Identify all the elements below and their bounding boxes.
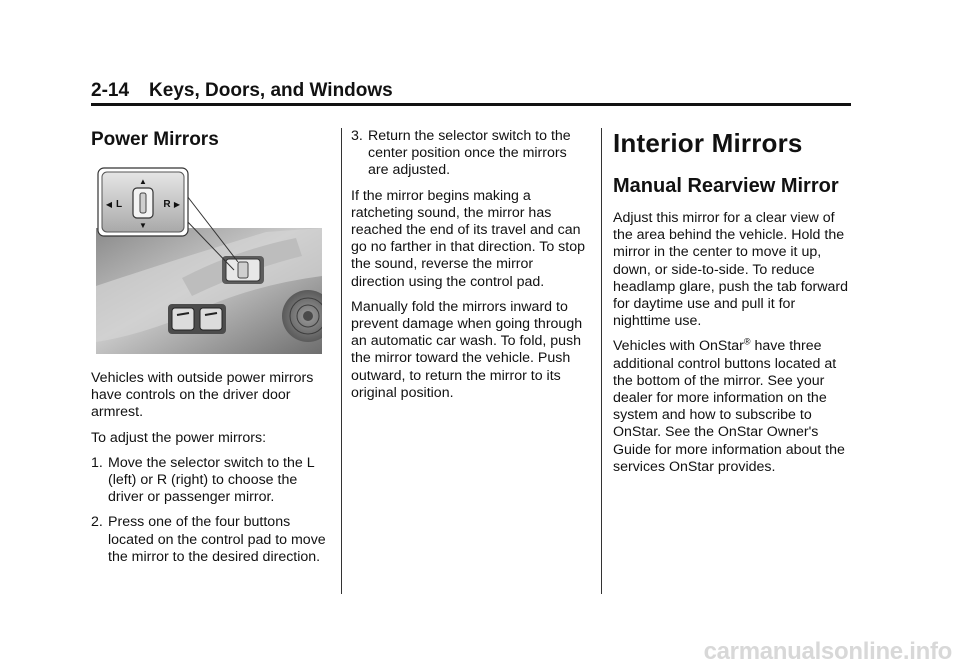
list-item	[91, 455, 327, 507]
column-divider	[601, 128, 602, 594]
header-rule	[91, 103, 851, 106]
left-mirror-label: L	[115, 199, 123, 210]
watermark: carmanualsonline.info	[703, 638, 952, 665]
onstar-text-start: Vehicles with OnStar	[613, 338, 744, 355]
section-heading: Power Mirrors	[91, 129, 219, 150]
section-heading: Interior Mirrors	[613, 128, 803, 158]
column-divider	[341, 128, 342, 594]
step-number: 3.	[351, 128, 363, 144]
ratcheting-sound-paragraph: If the mirror begins making a ratcheting sound, the mirror has reached the end of its travel and can go no farther in that direction. To stop the sound, reverse the mirror direction using the control pad.	[351, 187, 585, 290]
mirror-right-arrow: ▶	[173, 200, 181, 209]
onstar-text-rest: have three additional control buttons located at the bottom of the mirror. See your dealer for more information on the system and how to subscribe to OnStar. See the OnStar Owner's Guide for more information about the services OnStar provides.	[613, 338, 845, 475]
chapter-title: Keys, Doors, and Windows	[149, 80, 393, 101]
mirror-control-illustration	[96, 166, 322, 356]
page-number: 2-14	[91, 80, 130, 101]
page-header	[91, 80, 851, 102]
column-1	[91, 120, 327, 574]
list-item	[91, 514, 327, 566]
mirror-up-arrow: ▲	[139, 177, 147, 186]
lead-in-text: To adjust the power mirrors:	[91, 429, 267, 446]
subsection-heading: Manual Rearview Mirror	[613, 175, 839, 197]
step-text: Press one of the four buttons located on the control pad to move the mirror to the desired direction.	[108, 514, 326, 565]
step-number: 1.	[91, 454, 103, 471]
intro-paragraph: Vehicles with outside power mirrors have controls on the driver door armrest.	[91, 370, 314, 421]
right-mirror-label: R	[163, 199, 171, 210]
list-item	[351, 128, 587, 180]
step-number: 2.	[91, 514, 103, 531]
rearview-mirror-paragraph: Adjust this mirror for a clear view of the area behind the vehicle. Hold the mirror in the center to move it up, down, or side-to-side. To reduce headlamp glare, push the tab forward for daytime use and pull it for nighttime use.	[613, 210, 849, 330]
mirror-control-pad-closeup	[98, 168, 188, 236]
mirror-left-arrow: ◀	[105, 200, 113, 209]
column-3	[613, 128, 853, 484]
manual-fold-paragraph: Manually fold the mirrors inward to prevent damage when going through an automatic car wash. To fold, push the mirror toward the vehicle. Push outward, to return the mirror to its original position.	[351, 298, 583, 401]
mirror-down-arrow: ▼	[139, 221, 147, 230]
column-2	[351, 128, 587, 410]
step-text: Return the selector switch to the center position once the mirrors are adjusted.	[368, 128, 571, 179]
step-text: Move the selector switch to the L (left) or R (right) to choose the driver or passenger mirror.	[108, 454, 315, 506]
door-armrest-photo	[96, 228, 322, 354]
registered-mark: ®	[743, 336, 751, 347]
onstar-paragraph	[613, 338, 853, 476]
